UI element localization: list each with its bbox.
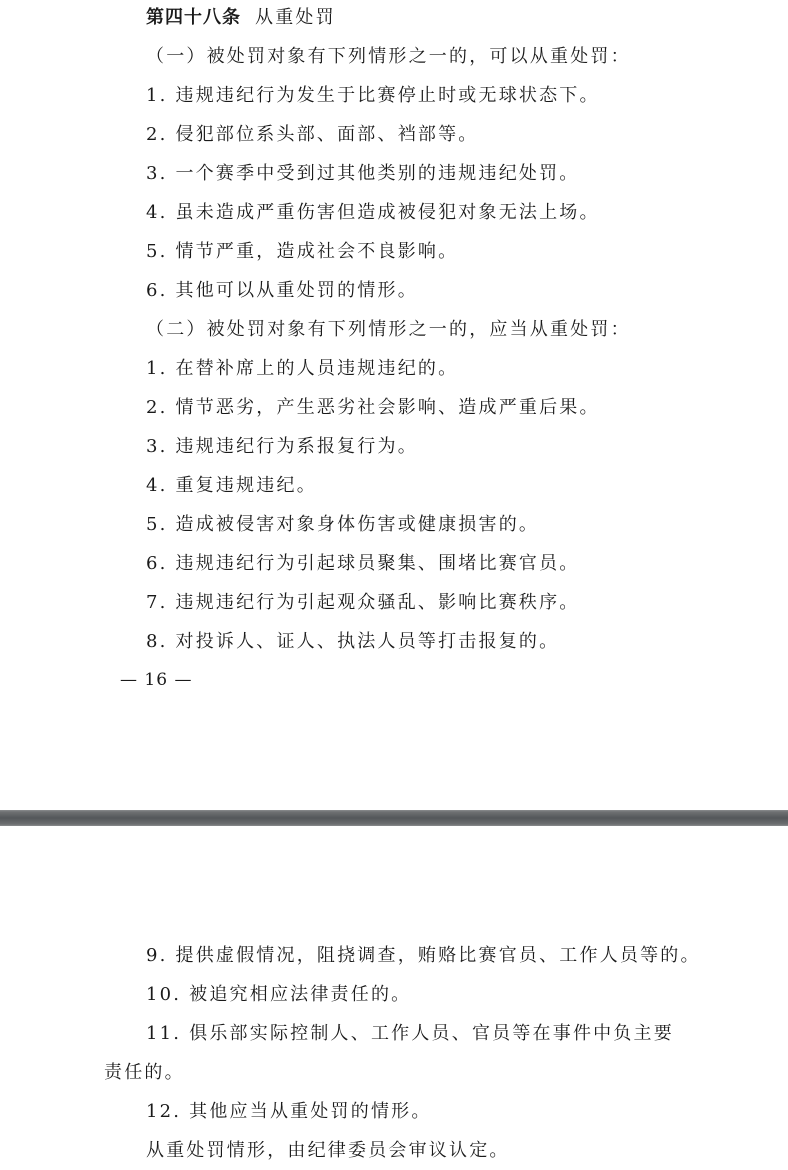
clause-2-item-3: 3. 违规违纪行为系报复行为。 bbox=[146, 436, 418, 457]
clause-1-item-3: 3. 一个赛季中受到过其他类别的违规违纪处罚。 bbox=[146, 163, 580, 184]
clause-2-item-10: 10. 被追究相应法律责任的。 bbox=[146, 984, 412, 1005]
closing-statement: 从重处罚情形，由纪律委员会审议认定。 bbox=[146, 1140, 510, 1161]
clause-2-item-1: 1. 在替补席上的人员违规违纪的。 bbox=[146, 358, 459, 379]
clause-1-item-1: 1. 违规违纪行为发生于比赛停止时或无球状态下。 bbox=[146, 85, 600, 106]
clause-2-item-7: 7. 违规违纪行为引起观众骚乱、影响比赛秩序。 bbox=[146, 592, 580, 613]
clause-1-item-5: 5. 情节严重，造成社会不良影响。 bbox=[146, 241, 459, 262]
page-number: — 16 — bbox=[120, 670, 193, 690]
clause-2-item-11-continued: 责任的。 bbox=[104, 1062, 185, 1083]
clause-2-intro: （二）被处罚对象有下列情形之一的，应当从重处罚： bbox=[146, 319, 631, 340]
article-number: 第四十八条 bbox=[146, 7, 241, 28]
clause-1-item-6: 6. 其他可以从重处罚的情形。 bbox=[146, 280, 418, 301]
document-page-17 bbox=[0, 826, 788, 1170]
clause-2-item-6: 6. 违规违纪行为引起球员聚集、围堵比赛官员。 bbox=[146, 553, 580, 574]
clause-1-item-2: 2. 侵犯部位系头部、面部、裆部等。 bbox=[146, 124, 479, 145]
clause-2-item-8: 8. 对投诉人、证人、执法人员等打击报复的。 bbox=[146, 631, 560, 652]
clause-2-item-9: 9. 提供虚假情况，阻挠调查，贿赂比赛官员、工作人员等的。 bbox=[146, 945, 701, 966]
page-separator bbox=[0, 810, 788, 826]
clause-1-item-4: 4. 虽未造成严重伤害但造成被侵犯对象无法上场。 bbox=[146, 202, 600, 223]
clause-2-item-2: 2. 情节恶劣，产生恶劣社会影响、造成严重后果。 bbox=[146, 397, 600, 418]
clause-2-item-5: 5. 造成被侵害对象身体伤害或健康损害的。 bbox=[146, 514, 540, 535]
clause-1-intro: （一）被处罚对象有下列情形之一的，可以从重处罚： bbox=[146, 46, 631, 67]
clause-2-item-11: 11. 俱乐部实际控制人、工作人员、官员等在事件中负主要 bbox=[146, 1023, 674, 1044]
article-heading bbox=[146, 6, 336, 30]
article-title: 从重处罚 bbox=[255, 7, 336, 28]
clause-2-item-4: 4. 重复违规违纪。 bbox=[146, 475, 317, 496]
clause-2-item-12: 12. 其他应当从重处罚的情形。 bbox=[146, 1101, 432, 1122]
